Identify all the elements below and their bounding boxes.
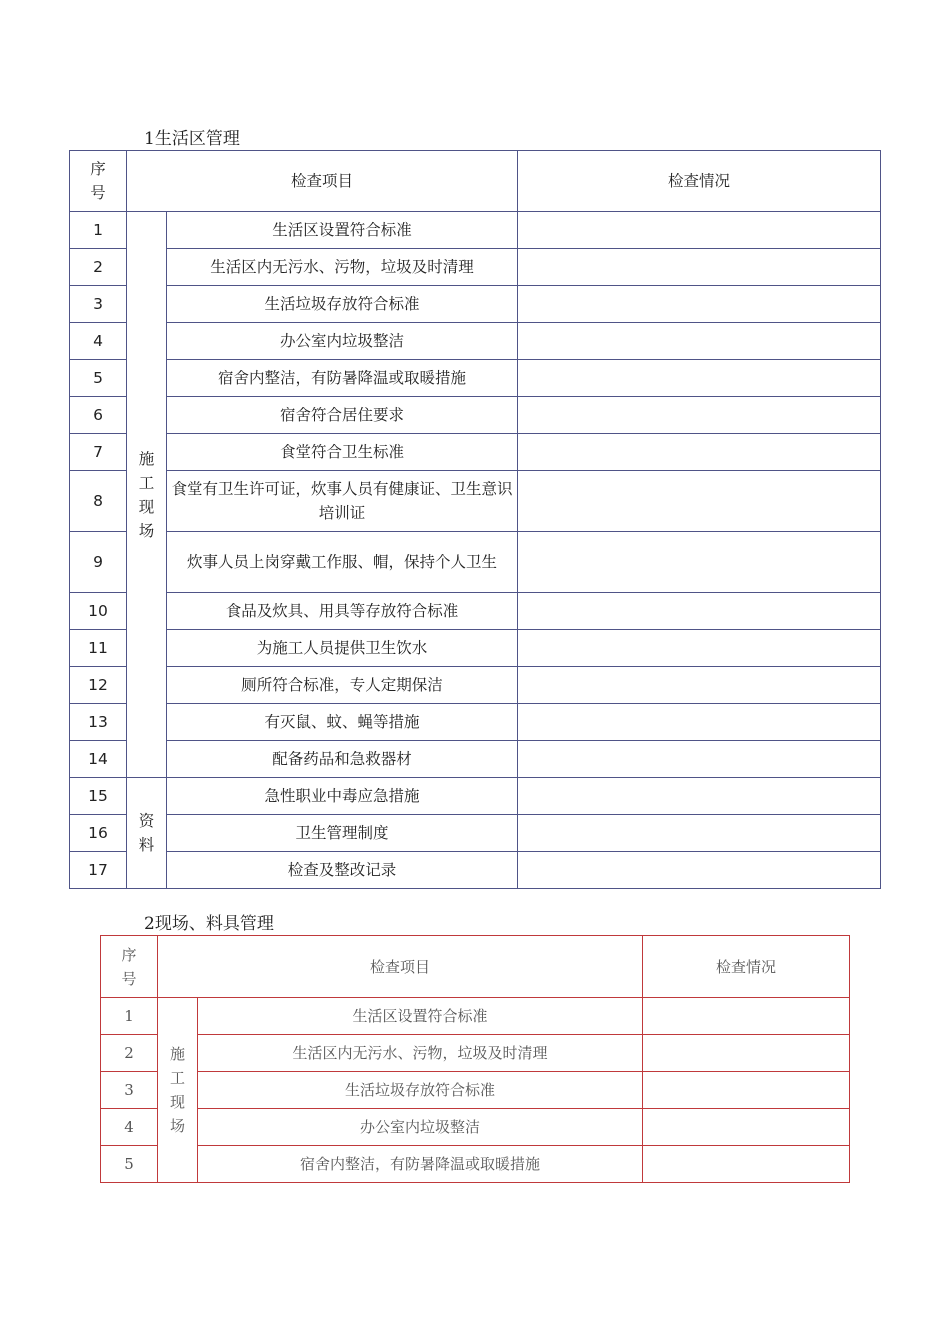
row-item: 宿舍符合居住要求 [167,397,518,434]
table-row [101,998,850,1035]
row-seq: 16 [70,815,127,852]
header-seq-label: 序号 [121,945,137,988]
row-seq: 17 [70,852,127,889]
group-label: 资料 [138,812,155,854]
table-row [70,323,881,360]
row-status[interactable] [518,212,881,249]
row-seq: 15 [70,778,127,815]
row-status[interactable] [518,532,881,593]
row-seq: 9 [70,532,127,593]
row-status[interactable] [518,741,881,778]
table-row [101,1035,850,1072]
table-row [70,741,881,778]
table-row [70,212,881,249]
group-label-cell [158,998,198,1183]
row-seq: 4 [70,323,127,360]
row-item: 厕所符合标准，专人定期保洁 [167,667,518,704]
row-item: 办公室内垃圾整洁 [198,1109,643,1146]
table-row [101,1072,850,1109]
header-row [70,151,881,212]
row-item: 急性职业中毒应急措施 [167,778,518,815]
row-seq: 2 [70,249,127,286]
row-seq: 13 [70,704,127,741]
row-status[interactable] [518,630,881,667]
table-row [70,471,881,532]
row-item: 食品及炊具、用具等存放符合标准 [167,593,518,630]
row-status[interactable] [518,286,881,323]
row-seq: 11 [70,630,127,667]
row-item: 生活区内无污水、污物，垃圾及时清理 [167,249,518,286]
row-status[interactable] [643,1146,850,1183]
row-item: 生活区设置符合标准 [167,212,518,249]
row-status[interactable] [518,852,881,889]
row-item: 生活垃圾存放符合标准 [198,1072,643,1109]
section1-title: 1生活区管理 [144,129,240,149]
row-status[interactable] [518,249,881,286]
table-row [70,704,881,741]
row-seq: 7 [70,434,127,471]
header-item: 检查项目 [127,151,518,212]
table-row [101,1146,850,1183]
row-status[interactable] [518,778,881,815]
row-seq: 5 [101,1146,158,1183]
row-item: 生活垃圾存放符合标准 [167,286,518,323]
row-status[interactable] [643,1072,850,1109]
row-status[interactable] [518,434,881,471]
table-row [70,593,881,630]
row-seq: 8 [70,471,127,532]
header-status: 检查情况 [643,936,850,998]
row-item: 炊事人员上岗穿戴工作服、帽，保持个人卫生 [167,532,518,593]
row-status[interactable] [518,360,881,397]
living-area-check-table [69,150,881,889]
row-item: 配备药品和急救器材 [167,741,518,778]
row-item: 食堂有卫生许可证，炊事人员有健康证、卫生意识培训证 [167,471,518,532]
row-status[interactable] [643,1035,850,1072]
row-seq: 1 [70,212,127,249]
row-seq: 14 [70,741,127,778]
row-item: 生活区内无污水、污物，垃圾及时清理 [198,1035,643,1072]
group-label: 施工现场 [138,449,155,540]
table-row [70,397,881,434]
row-status[interactable] [643,1109,850,1146]
group-label: 施工现场 [170,1045,186,1135]
table-row [70,815,881,852]
row-status[interactable] [518,471,881,532]
row-status[interactable] [643,998,850,1035]
table-row [70,852,881,889]
row-seq: 6 [70,397,127,434]
row-seq: 12 [70,667,127,704]
table-row [70,630,881,667]
group-label-cell [127,212,167,778]
row-item: 卫生管理制度 [167,815,518,852]
table-row [70,667,881,704]
row-item: 食堂符合卫生标准 [167,434,518,471]
table-row [70,360,881,397]
row-item: 为施工人员提供卫生饮水 [167,630,518,667]
header-seq [70,151,127,212]
row-seq: 10 [70,593,127,630]
table-row [70,532,881,593]
section2-title: 2现场、料具管理 [144,914,274,934]
row-seq: 3 [101,1072,158,1109]
table-row [70,249,881,286]
row-item: 有灭鼠、蚊、蝇等措施 [167,704,518,741]
row-status[interactable] [518,593,881,630]
row-status[interactable] [518,815,881,852]
header-row [101,936,850,998]
row-item: 宿舍内整洁，有防暑降温或取暖措施 [198,1146,643,1183]
header-status: 检查情况 [518,151,881,212]
header-seq-label: 序号 [90,160,106,202]
row-status[interactable] [518,667,881,704]
table-row [70,778,881,815]
site-materials-check-table [100,935,850,1183]
table-row [70,434,881,471]
table-row [70,286,881,323]
row-seq: 3 [70,286,127,323]
row-status[interactable] [518,323,881,360]
row-item: 宿舍内整洁，有防暑降温或取暖措施 [167,360,518,397]
row-seq: 1 [101,998,158,1035]
row-status[interactable] [518,397,881,434]
group-label-cell [127,778,167,889]
row-item: 检查及整改记录 [167,852,518,889]
header-item: 检查项目 [158,936,643,998]
table-row [101,1109,850,1146]
row-item: 生活区设置符合标准 [198,998,643,1035]
row-status[interactable] [518,704,881,741]
row-seq: 4 [101,1109,158,1146]
row-seq: 5 [70,360,127,397]
header-seq [101,936,158,998]
row-item: 办公室内垃圾整洁 [167,323,518,360]
row-seq: 2 [101,1035,158,1072]
